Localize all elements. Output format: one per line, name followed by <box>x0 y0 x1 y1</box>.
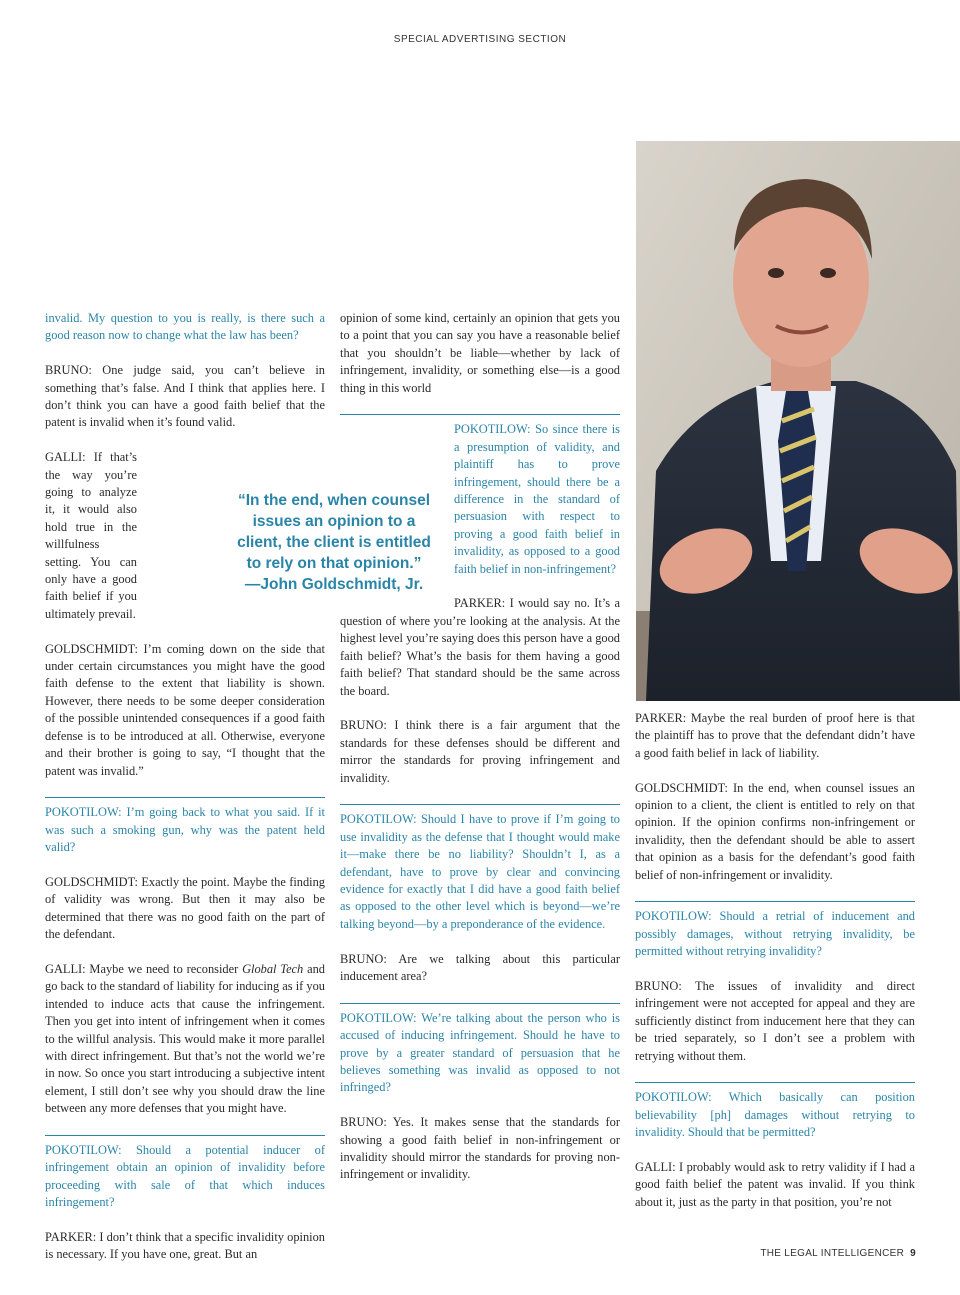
question-divider <box>340 804 620 805</box>
speaker-photo <box>636 141 960 701</box>
case-name-global-tech: Global Tech <box>242 961 304 976</box>
paragraph-parker-2: PARKER: I would say no. It’s a question of where you’re looking at the analysis. At the highest level you’re saying does this person have a good faith belief? What’s the basis for them having a good faith belief? That standard should be the same across the board. <box>340 596 620 698</box>
question-pokotilow-7: POKOTILOW: Which basically can position believability [ph] damages without retrying to invalidity. Should that be permitted? <box>635 1090 915 1140</box>
question-pokotilow-6: POKOTILOW: Should a retrial of inducement and possibly damages, without retrying invalidity, be permitted without retrying invalidity? <box>635 909 915 959</box>
page-footer <box>760 1248 916 1259</box>
question-continued: invalid. My question to you is really, is there such a good reason now to change what the law has been? <box>45 311 325 343</box>
page-number: 9 <box>910 1248 916 1259</box>
question-divider <box>45 797 325 798</box>
text-column-3 <box>635 710 915 1229</box>
question-divider <box>340 1003 620 1004</box>
paragraph-goldschmidt-2: GOLDSCHMIDT: Exactly the point. Maybe the finding of validity was wrong. But then it may also be determined that there was no good faith on the part of the defendant. <box>45 874 325 942</box>
paragraph-parker-3: PARKER: Maybe the real burden of proof here is that the plaintiff has to prove that the defendant didn’t have a good faith belief in lack of liability. <box>635 711 915 760</box>
pull-quote-text: “In the end, when counsel issues an opinion to a client, the client is entitled to rely on that opinion.” <box>237 492 431 572</box>
paragraph-bruno-4: BRUNO: Yes. It makes sense that the standards for showing a good faith belief in non-infringement or invalidity should mirror the standards for proving non-infringement or invalidity. <box>340 1115 620 1182</box>
question-pokotilow-3: POKOTILOW: So since there is a presumption of validity, and plaintiff has to prove infringement, should there be a difference in the standard of persuasion with respect to proving a good faith belief in invalidity, as opposed to a good faith belief in non-infringement? <box>454 422 620 576</box>
text-column-1 <box>45 310 325 1281</box>
question-divider <box>635 1082 915 1083</box>
question-divider <box>340 414 620 415</box>
paragraph-galli-2 <box>45 961 325 1118</box>
paragraph-parker: PARKER: I don’t think that a specific invalidity opinion is necessary. If you have one, great. But an <box>45 1230 325 1262</box>
paragraph-goldschmidt: GOLDSCHMIDT: I’m coming down on the side that under certain circumstances you might have the good faith defense to the extent that liability is shown. However, there needs to be some deeper consideration of the possible unintended consequences if a good faith defense is to be introduced at all. Otherwise, everyone and their brother is going to say, “I thought that the patent was invalid.” <box>45 641 325 778</box>
paragraph-bruno-5: BRUNO: The issues of invalidity and direct infringement were not accepted for appeal and they are sufficiently distinct from inducement here that they can be tried separately, so I don’t see a problem with retrying without them. <box>635 979 915 1063</box>
paragraph-galli-3: GALLI: I probably would ask to retry validity if I had a good faith belief the patent was invalid. If you think about it, just as the party in that position, you’re not <box>635 1160 915 1209</box>
paragraph-bruno-2: BRUNO: I think there is a fair argument that the standards for these defenses should be different and mirror the standards for proving infringement and invalidity. <box>340 718 620 785</box>
galli-text-b: and go back to the standard of liability for inducing as if you intended to induce acts that cause the infringement. Then you get into intent of infringement when it comes to the willful analysis. This would make it more parallel with direct infringement. But that’s not the world we’re in now. So once you start introducing a subjective intent element, I still don’t see why you should draw the line between any more defenses that you might have. <box>45 961 325 1116</box>
question-pokotilow: POKOTILOW: I’m going back to what you said. If it was such a smoking gun, why was the patent held valid? <box>45 805 325 855</box>
paragraph-bruno: BRUNO: One judge said, you can’t believe in something that’s false. And I think that applies here. I don’t think you can have a good faith belief that the patent is invalid when it’s found valid. <box>45 363 325 430</box>
question-divider <box>45 1135 325 1136</box>
paragraph-galli: GALLI: If that’s the way you’re going to analyze it, it would also hold true in the willfulness setting. You can only have a good faith belief if you ultimately prevail. <box>45 450 137 621</box>
pull-quote <box>236 490 432 595</box>
question-pokotilow-5: POKOTILOW: We’re talking about the person who is accused of inducing infringement. Should he have to prove by a greater standard of persuasion that he believes something was invalid as opposed to not infringed? <box>340 1010 620 1095</box>
pull-quote-attribution: —John Goldschmidt, Jr. <box>244 576 424 593</box>
publication-name: THE LEGAL INTELLIGENCER <box>760 1248 905 1259</box>
paragraph-continued: opinion of some kind, certainly an opinion that gets you to a point that you can say you have a reasonable belief that you shouldn’t be liable—whether by lack of infringement, invalidity, or something else—is a good thing in this world <box>340 311 620 395</box>
question-pokotilow-4: POKOTILOW: Should I have to prove if I’m going to use invalidity as the defense that I thought would make it—make there be no liability? Shouldn’t I, as a defendant, have to prove by clear and convincing evidence for exactly that I did have a good faith belief as opposed to the other level which is beyond—we’re talking beyond—by a preponderance of the evidence. <box>340 812 620 931</box>
paragraph-bruno-3: BRUNO: Are we talking about this particular inducement area? <box>340 951 620 983</box>
section-header: SPECIAL ADVERTISING SECTION <box>393 34 567 45</box>
galli-text-a: GALLI: Maybe we need to reconsider <box>45 961 243 976</box>
paragraph-goldschmidt-3: GOLDSCHMIDT: In the end, when counsel issues an opinion to a client, the client is entitled to rely on that opinion. If the opinion confirms non-infringement or invalidity, then the defendant should be able to assert that opinion as a basis for the defendant’s good faith belief of non-infringement or invalidity. <box>635 780 915 882</box>
question-divider <box>635 901 915 902</box>
question-pokotilow-2: POKOTILOW: Should a potential inducer of infringement obtain an opinion of invalidity before proceeding with sale of that which induces infringement? <box>45 1142 325 1210</box>
text-column-2 <box>340 310 620 1201</box>
